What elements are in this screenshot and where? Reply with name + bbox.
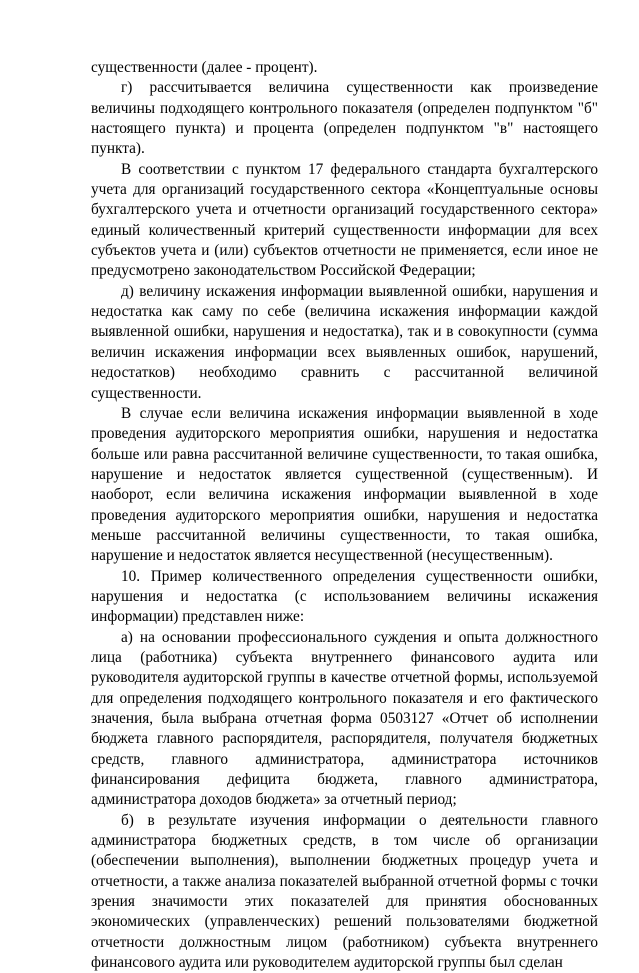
paragraph-materiality-comparison: В случае если величина искажения информации выявленной в ходе проведения аудиторского мероприятия ошибки, нарушения и недостатка больше или равна рассчитанной величине существенности, то такая ошибка, нарушение и недостаток является существенной (существенным). И наоборот, если величина искажения информации выявленной в ходе проведения аудиторского мероприятия ошибки, нарушения и недостатка меньше рассчитанной величины существенности, то такая ошибка, нарушение и недостаток является несущественной (несущественным). bbox=[91, 404, 598, 565]
paragraph-materiality-percent-end: существенности (далее - процент). bbox=[91, 59, 318, 76]
document-page bbox=[91, 58, 598, 973]
paragraph-item-d: д) величину искажения информации выявленной ошибки, нарушения и недостатка как саму по себе (величина искажения информации каждой выявленной ошибки, нарушения и недостатка), так и в совокупности (сумма величин искажения информации всех выявленных ошибок, нарушений, недостатков) необходимо сравнить с рассчитанной величиной существенности. bbox=[91, 282, 598, 402]
paragraph-item-b: б) в результате изучения информации о деятельности главного администратора бюджетных средств, в том числе об организации (обеспечении выполнения), выполнении бюджетных процедур учета и отчетности, а также анализа показателей выбранной отчетной формы с точки зрения значимости этих показателей для принятия обоснованных экономических (управленческих) решений пользователями бюджетной отчетности должностным лицом (работником) субъекта внутреннего финансового аудита или руководителем аудиторской группы был сделан bbox=[91, 811, 598, 972]
paragraph-section-10: 10. Пример количественного определения существенности ошибки, нарушения и недостатка (с использованием величины искажения информации) представлен ниже: bbox=[91, 567, 598, 626]
paragraph-standard-reference: В соответствии с пунктом 17 федерального стандарта бухгалтерского учета для организаций государственного сектора «Концептуальные основы бухгалтерского учета и отчетности организаций государственного сектора» единый количественный критерий существенности информации для всех субъектов учета и (или) субъектов отчетности не применяется, если иное не предусмотрено законодательством Российской Федерации; bbox=[91, 160, 598, 280]
paragraph-item-g: г) рассчитывается величина существенности как произведение величины подходящего контрольного показателя (определен подпунктом "б" настоящего пункта) и процента (определен подпунктом "в" настоящего пункта). bbox=[91, 79, 598, 158]
paragraph-item-a: а) на основании профессионального суждения и опыта должностного лица (работника) субъекта внутреннего финансового аудита или руководителя аудиторской группы в качестве отчетной формы, используемой для определения подходящего контрольного показателя и его фактического значения, была выбрана отчетная форма 0503127 «Отчет об исполнении бюджета главного распорядителя, распорядителя, получателя бюджетных средств, главного администратора, администратора источников финансирования дефицита бюджета, главного администратора, администратора доходов бюджета» за отчетный период; bbox=[91, 628, 598, 809]
